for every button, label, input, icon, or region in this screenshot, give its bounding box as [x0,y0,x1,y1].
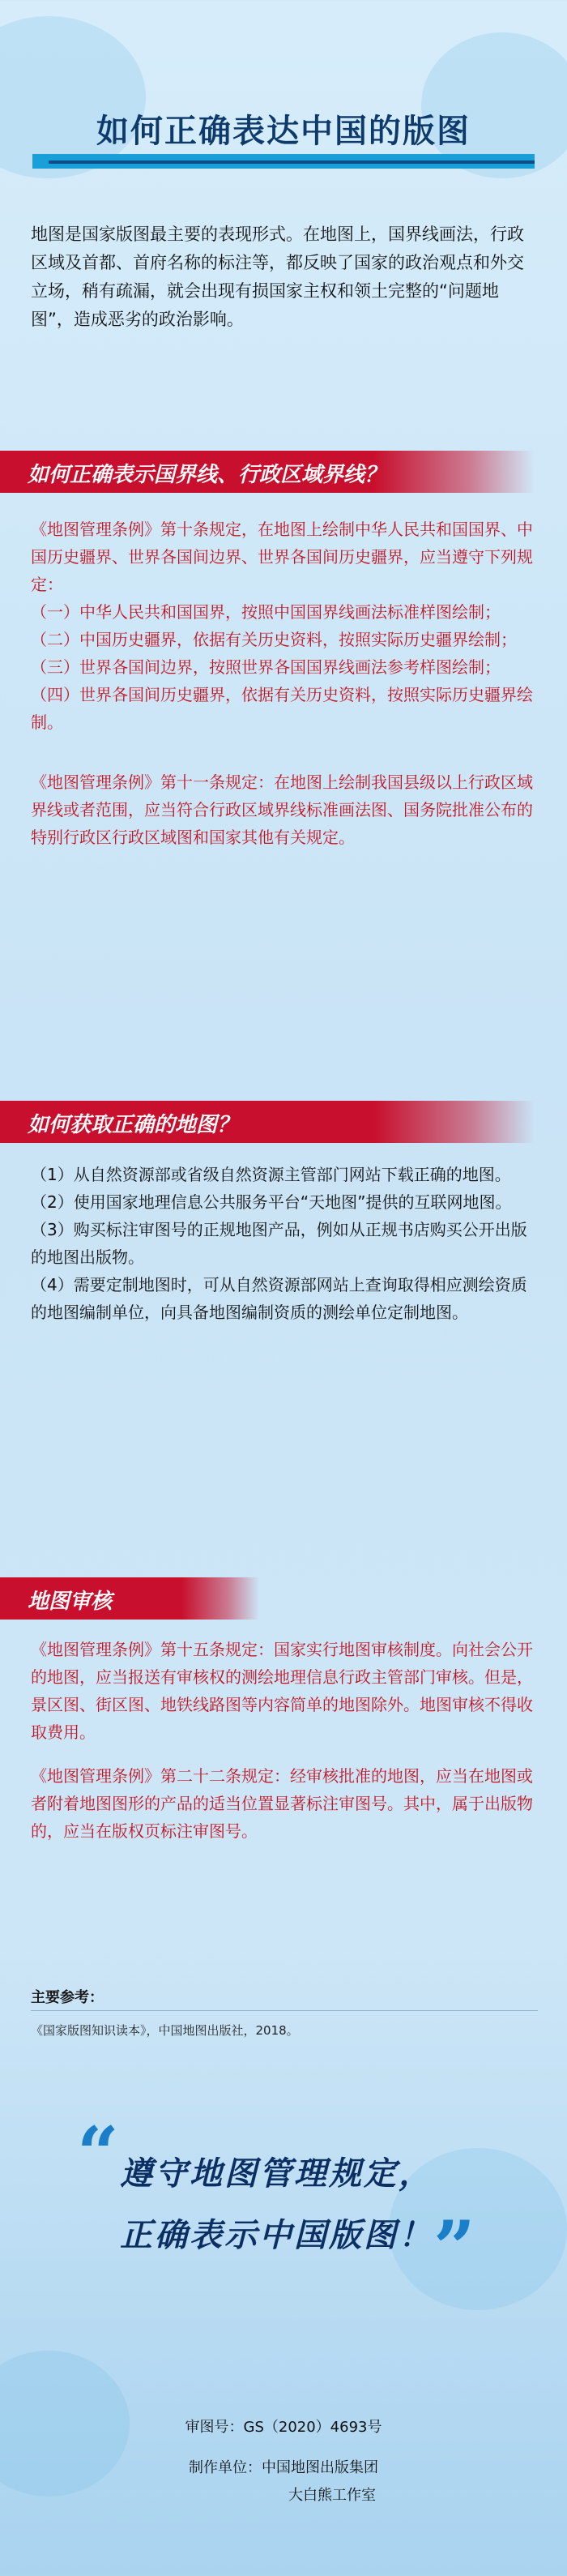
section-heading-borders [0,451,535,493]
references-divider [31,2010,538,2011]
regulation-article-22: 《地图管理条例》第二十二条规定：经审核批准的地图，应当在地图或者附着地图图形的产品的适当位置显著标注审图号。其中，属于出版物的，应当在版权页标注审图号。 [31,1766,533,1841]
list-item: （3）购买标注审图号的正规地图产品，例如从正规书店购买公开出版的地图出版物。 [31,1220,527,1267]
section-heading-text: 如何正确表示国界线、行政区域界线？ [28,463,386,487]
list-item: （2）使用国家地理信息公共服务平台“天地图”提供的互联网地图。 [31,1192,512,1212]
slogan-line-2: 正确表示中国版图！ [120,2217,433,2254]
list-item: （一）中华人民共和国国界，按照中国国界线画法标准样图绘制； [31,602,501,622]
page-title: 如何正确表达中国的版图 [96,113,471,150]
section-heading-text: 地图审核 [28,1590,113,1614]
open-quote-icon: “ [77,2111,119,2197]
regulation-article-10: 《地图管理条例》第十条规定，在地图上绘制中华人民共和国国界、中国历史疆界、世界各国间边界、世界各国间历史疆界，应当遵守下列规定： [31,520,533,594]
list-item: （1）从自然资源部或省级自然资源主管部门网站下载正确的地图。 [31,1165,511,1184]
producer-name-1: 中国地图出版集团 [262,2459,378,2476]
intro-paragraph: 地图是国家版图最主要的表现形式。在地图上，国界线画法，行政区域及首都、首府名称的标注等，都反映了国家的政治观点和外交立场，稍有疏漏，就会出现有损国家主权和领土完整的“问题地图”，造成恶劣的政治影响。 [31,225,524,329]
title-underline-accent [49,160,535,164]
section1-body [31,516,538,851]
regulation-article-11: 《地图管理条例》第十一条规定：在地图上绘制我国县级以上行政区域界线或者范围，应当符合行政区域界线标准画法图、国务院批准公布的特别行政区行政区域图和国家其他有关规定。 [31,772,533,847]
close-quote-icon: ” [433,2205,475,2291]
list-item: （4）需要定制地图时，可从自然资源部网站上查询取得相应测绘资质的地图编制单位，向具备地图编制资质的测绘单位定制地图。 [31,1275,527,1322]
list-item: （四）世界各国间历史疆界，依据有关历史资料，按照实际历史疆界绘制。 [31,685,533,732]
approval-number: 审图号：GS（2020）4693号 [185,2419,382,2436]
section-heading-get-map [0,1101,535,1143]
regulation-article-15: 《地图管理条例》第十五条规定：国家实行地图审核制度。向社会公开的地图，应当报送有审核权的测绘地理信息行政主管部门审核。但是，景区图、街区图、地铁线路图等内容简单的地图除外。地图审核不得收取费用。 [31,1640,533,1742]
producer-line [0,2456,567,2477]
section-heading-text: 如何获取正确的地图？ [28,1113,239,1137]
reference-item: 《国家版图知识读本》，中国地图出版社，2018。 [31,2023,299,2038]
section-heading-review [0,1577,259,1620]
title-block [32,89,535,178]
references-label: 主要参考： [31,1989,104,2006]
section3-body [31,1636,538,1845]
list-item: （三）世界各国间边界，按照世界各国国界线画法参考样图绘制； [31,657,501,677]
section2-body [31,1161,538,1326]
producer-name-2: 大白熊工作室 [288,2487,376,2504]
producer-label: 制作单位： [189,2459,262,2476]
slogan-line-1: 遵守地图管理规定， [120,2155,433,2193]
list-item: （二）中国历史疆界，依据有关历史资料，按照实际历史疆界绘制； [31,630,517,649]
